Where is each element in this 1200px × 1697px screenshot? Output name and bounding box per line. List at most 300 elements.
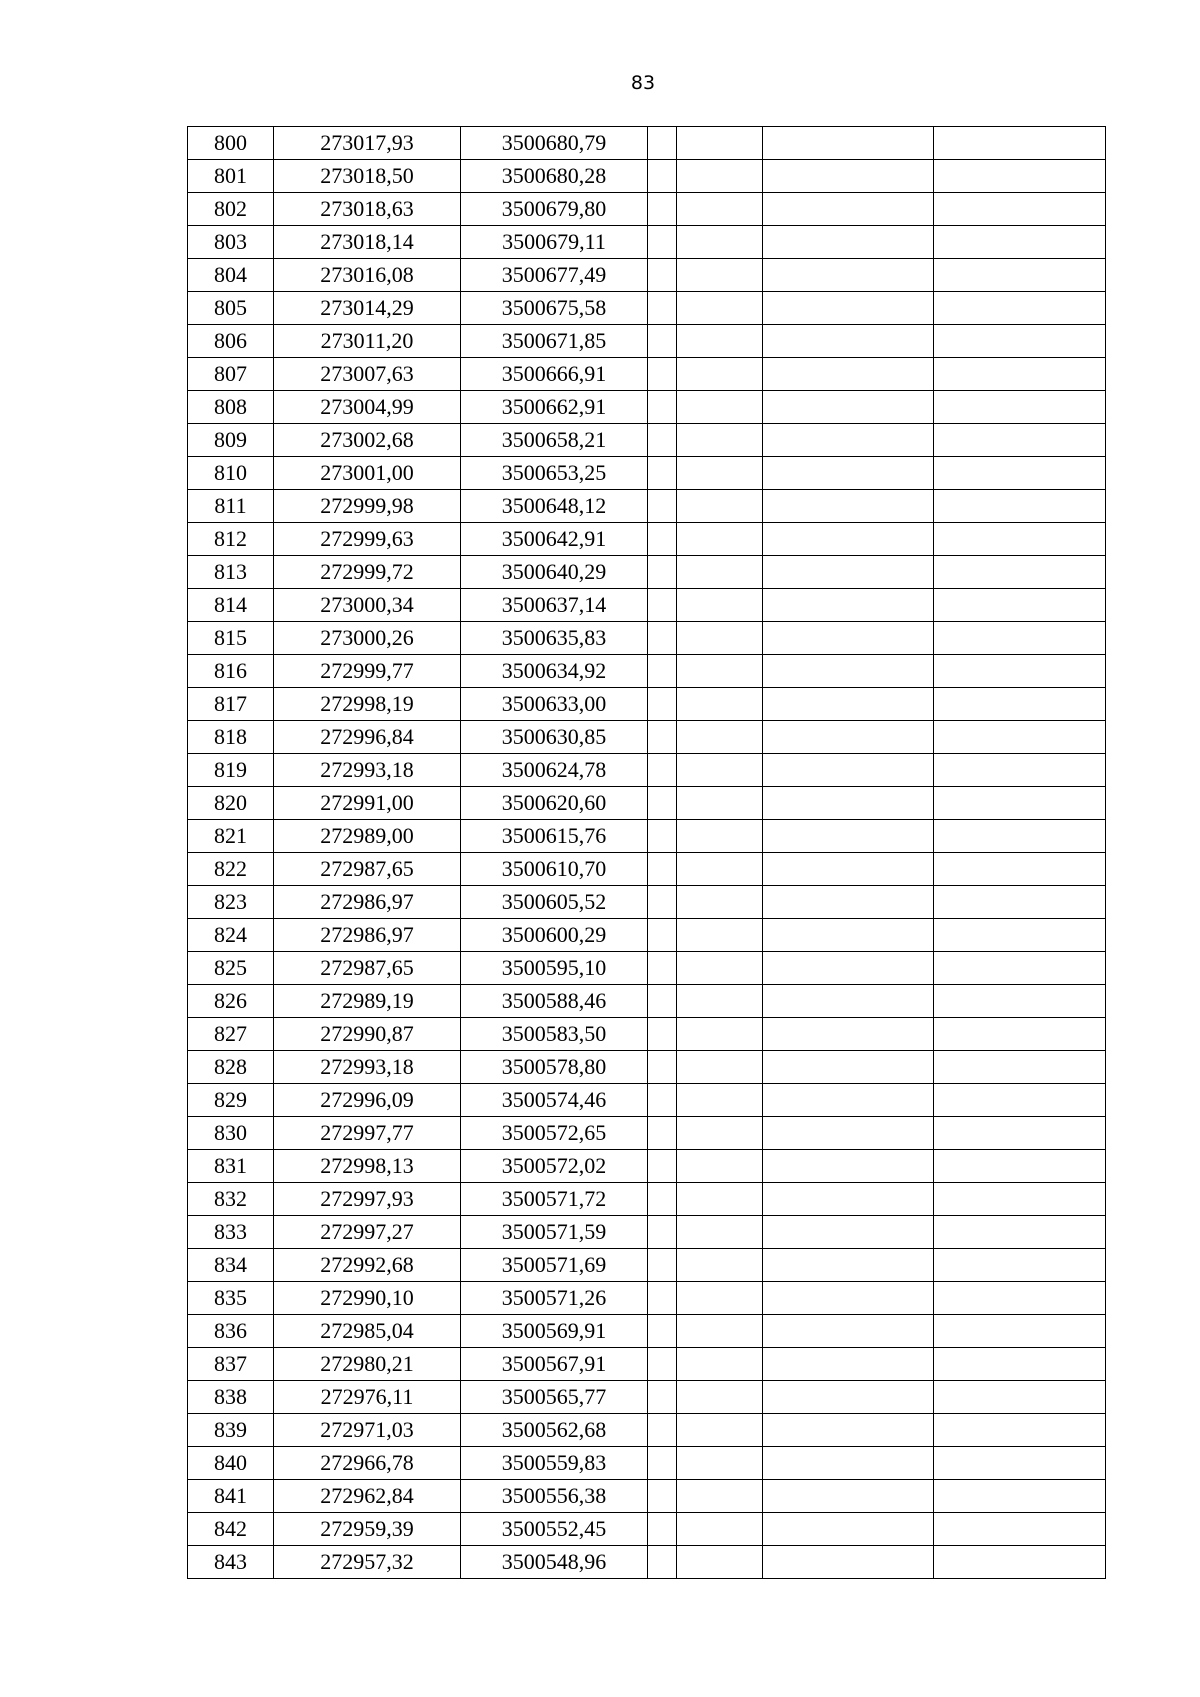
point-number-cell: 818 (188, 721, 274, 754)
point-number-cell: 819 (188, 754, 274, 787)
table-row (188, 1051, 1106, 1084)
point-number-cell: 816 (188, 655, 274, 688)
empty-cell (648, 457, 677, 490)
point-number-cell: 827 (188, 1018, 274, 1051)
x-coordinate-cell: 272999,63 (274, 523, 461, 556)
y-coordinate-cell: 3500610,70 (461, 853, 648, 886)
empty-cell (648, 853, 677, 886)
empty-cell (934, 1018, 1106, 1051)
point-number-cell: 822 (188, 853, 274, 886)
table-row (188, 325, 1106, 358)
empty-cell (934, 127, 1106, 160)
empty-cell (677, 1546, 763, 1579)
empty-cell (934, 787, 1106, 820)
empty-cell (763, 622, 934, 655)
x-coordinate-cell: 272986,97 (274, 886, 461, 919)
empty-cell (934, 226, 1106, 259)
empty-cell (677, 1084, 763, 1117)
empty-cell (763, 358, 934, 391)
empty-cell (648, 1447, 677, 1480)
empty-cell (763, 952, 934, 985)
point-number-cell: 831 (188, 1150, 274, 1183)
x-coordinate-cell: 272987,65 (274, 952, 461, 985)
empty-cell (677, 787, 763, 820)
x-coordinate-cell: 272957,32 (274, 1546, 461, 1579)
x-coordinate-cell: 272998,19 (274, 688, 461, 721)
y-coordinate-cell: 3500595,10 (461, 952, 648, 985)
table-row (188, 1546, 1106, 1579)
table-row (188, 1315, 1106, 1348)
empty-cell (677, 1480, 763, 1513)
x-coordinate-cell: 272986,97 (274, 919, 461, 952)
point-number-cell: 823 (188, 886, 274, 919)
table-row (188, 358, 1106, 391)
x-coordinate-cell: 272996,09 (274, 1084, 461, 1117)
empty-cell (763, 1414, 934, 1447)
point-number-cell: 810 (188, 457, 274, 490)
point-number-cell: 842 (188, 1513, 274, 1546)
empty-cell (934, 1051, 1106, 1084)
empty-cell (677, 1216, 763, 1249)
x-coordinate-cell: 273018,63 (274, 193, 461, 226)
point-number-cell: 830 (188, 1117, 274, 1150)
empty-cell (763, 886, 934, 919)
empty-cell (934, 985, 1106, 1018)
empty-cell (648, 1480, 677, 1513)
empty-cell (648, 1513, 677, 1546)
empty-cell (934, 919, 1106, 952)
empty-cell (763, 1447, 934, 1480)
empty-cell (763, 424, 934, 457)
empty-cell (677, 1513, 763, 1546)
empty-cell (677, 952, 763, 985)
point-number-cell: 824 (188, 919, 274, 952)
point-number-cell: 808 (188, 391, 274, 424)
point-number-cell: 834 (188, 1249, 274, 1282)
table-row (188, 655, 1106, 688)
empty-cell (677, 292, 763, 325)
x-coordinate-cell: 273017,93 (274, 127, 461, 160)
empty-cell (763, 457, 934, 490)
y-coordinate-cell: 3500600,29 (461, 919, 648, 952)
table-row (188, 688, 1106, 721)
x-coordinate-cell: 272959,39 (274, 1513, 461, 1546)
x-coordinate-cell: 272999,72 (274, 556, 461, 589)
y-coordinate-cell: 3500680,79 (461, 127, 648, 160)
table-row (188, 523, 1106, 556)
empty-cell (677, 556, 763, 589)
empty-cell (763, 754, 934, 787)
table-row (188, 1348, 1106, 1381)
x-coordinate-cell: 272976,11 (274, 1381, 461, 1414)
y-coordinate-cell: 3500569,91 (461, 1315, 648, 1348)
y-coordinate-cell: 3500572,02 (461, 1150, 648, 1183)
x-coordinate-cell: 272991,00 (274, 787, 461, 820)
table-row (188, 820, 1106, 853)
x-coordinate-cell: 272971,03 (274, 1414, 461, 1447)
empty-cell (677, 391, 763, 424)
empty-cell (763, 1183, 934, 1216)
empty-cell (677, 424, 763, 457)
empty-cell (763, 556, 934, 589)
x-coordinate-cell: 273000,34 (274, 589, 461, 622)
empty-cell (763, 490, 934, 523)
empty-cell (763, 160, 934, 193)
x-coordinate-cell: 272989,19 (274, 985, 461, 1018)
empty-cell (648, 1315, 677, 1348)
empty-cell (677, 523, 763, 556)
empty-cell (934, 688, 1106, 721)
empty-cell (763, 688, 934, 721)
empty-cell (648, 655, 677, 688)
y-coordinate-cell: 3500571,69 (461, 1249, 648, 1282)
point-number-cell: 807 (188, 358, 274, 391)
x-coordinate-cell: 272998,13 (274, 1150, 461, 1183)
empty-cell (763, 919, 934, 952)
point-number-cell: 825 (188, 952, 274, 985)
empty-cell (763, 1051, 934, 1084)
empty-cell (648, 1282, 677, 1315)
empty-cell (763, 127, 934, 160)
y-coordinate-cell: 3500605,52 (461, 886, 648, 919)
empty-cell (677, 1150, 763, 1183)
empty-cell (763, 1249, 934, 1282)
y-coordinate-cell: 3500634,92 (461, 655, 648, 688)
empty-cell (677, 325, 763, 358)
empty-cell (677, 754, 763, 787)
y-coordinate-cell: 3500642,91 (461, 523, 648, 556)
empty-cell (934, 1546, 1106, 1579)
empty-cell (648, 919, 677, 952)
empty-cell (648, 1018, 677, 1051)
y-coordinate-cell: 3500615,76 (461, 820, 648, 853)
x-coordinate-cell: 272999,98 (274, 490, 461, 523)
empty-cell (648, 556, 677, 589)
empty-cell (677, 1117, 763, 1150)
empty-cell (934, 490, 1106, 523)
table-row (188, 259, 1106, 292)
y-coordinate-cell: 3500556,38 (461, 1480, 648, 1513)
y-coordinate-cell: 3500637,14 (461, 589, 648, 622)
y-coordinate-cell: 3500588,46 (461, 985, 648, 1018)
point-number-cell: 841 (188, 1480, 274, 1513)
empty-cell (677, 919, 763, 952)
empty-cell (648, 193, 677, 226)
y-coordinate-cell: 3500630,85 (461, 721, 648, 754)
y-coordinate-cell: 3500624,78 (461, 754, 648, 787)
table-row (188, 1282, 1106, 1315)
empty-cell (677, 1414, 763, 1447)
table-row (188, 1249, 1106, 1282)
x-coordinate-cell: 272999,77 (274, 655, 461, 688)
table-row (188, 1150, 1106, 1183)
empty-cell (934, 1183, 1106, 1216)
empty-cell (934, 754, 1106, 787)
y-coordinate-cell: 3500677,49 (461, 259, 648, 292)
empty-cell (934, 655, 1106, 688)
x-coordinate-cell: 272997,77 (274, 1117, 461, 1150)
empty-cell (648, 127, 677, 160)
empty-cell (677, 1381, 763, 1414)
empty-cell (763, 325, 934, 358)
point-number-cell: 817 (188, 688, 274, 721)
empty-cell (648, 688, 677, 721)
empty-cell (934, 952, 1106, 985)
point-number-cell: 833 (188, 1216, 274, 1249)
table-row (188, 457, 1106, 490)
empty-cell (763, 193, 934, 226)
y-coordinate-cell: 3500675,58 (461, 292, 648, 325)
empty-cell (677, 1282, 763, 1315)
empty-cell (648, 424, 677, 457)
empty-cell (763, 1282, 934, 1315)
y-coordinate-cell: 3500565,77 (461, 1381, 648, 1414)
table-row (188, 391, 1106, 424)
empty-cell (648, 754, 677, 787)
point-number-cell: 828 (188, 1051, 274, 1084)
page-number: 83 (630, 72, 656, 94)
empty-cell (677, 160, 763, 193)
empty-cell (648, 1381, 677, 1414)
empty-cell (763, 523, 934, 556)
y-coordinate-cell: 3500567,91 (461, 1348, 648, 1381)
empty-cell (763, 1150, 934, 1183)
point-number-cell: 820 (188, 787, 274, 820)
empty-cell (648, 985, 677, 1018)
empty-cell (763, 853, 934, 886)
empty-cell (677, 622, 763, 655)
point-number-cell: 811 (188, 490, 274, 523)
empty-cell (648, 1414, 677, 1447)
table-body (188, 127, 1106, 1579)
empty-cell (934, 391, 1106, 424)
empty-cell (934, 160, 1106, 193)
empty-cell (648, 259, 677, 292)
y-coordinate-cell: 3500679,11 (461, 226, 648, 259)
empty-cell (677, 589, 763, 622)
empty-cell (677, 820, 763, 853)
table-row (188, 490, 1106, 523)
empty-cell (934, 1084, 1106, 1117)
empty-cell (648, 226, 677, 259)
empty-cell (934, 1249, 1106, 1282)
empty-cell (677, 358, 763, 391)
empty-cell (677, 1348, 763, 1381)
empty-cell (677, 1051, 763, 1084)
empty-cell (934, 622, 1106, 655)
empty-cell (677, 1183, 763, 1216)
table-row (188, 919, 1106, 952)
x-coordinate-cell: 273000,26 (274, 622, 461, 655)
x-coordinate-cell: 272996,84 (274, 721, 461, 754)
x-coordinate-cell: 272985,04 (274, 1315, 461, 1348)
y-coordinate-cell: 3500571,26 (461, 1282, 648, 1315)
empty-cell (763, 1117, 934, 1150)
empty-cell (677, 259, 763, 292)
empty-cell (763, 1084, 934, 1117)
empty-cell (763, 820, 934, 853)
empty-cell (677, 1315, 763, 1348)
empty-cell (934, 259, 1106, 292)
empty-cell (763, 655, 934, 688)
y-coordinate-cell: 3500662,91 (461, 391, 648, 424)
y-coordinate-cell: 3500653,25 (461, 457, 648, 490)
empty-cell (763, 1480, 934, 1513)
point-number-cell: 814 (188, 589, 274, 622)
empty-cell (934, 721, 1106, 754)
y-coordinate-cell: 3500574,46 (461, 1084, 648, 1117)
y-coordinate-cell: 3500548,96 (461, 1546, 648, 1579)
x-coordinate-cell: 273018,14 (274, 226, 461, 259)
point-number-cell: 802 (188, 193, 274, 226)
x-coordinate-cell: 273016,08 (274, 259, 461, 292)
point-number-cell: 804 (188, 259, 274, 292)
empty-cell (934, 1282, 1106, 1315)
empty-cell (934, 358, 1106, 391)
empty-cell (763, 391, 934, 424)
point-number-cell: 805 (188, 292, 274, 325)
empty-cell (648, 721, 677, 754)
empty-cell (648, 886, 677, 919)
table-row (188, 721, 1106, 754)
empty-cell (763, 1018, 934, 1051)
empty-cell (763, 1315, 934, 1348)
empty-cell (763, 721, 934, 754)
empty-cell (763, 1348, 934, 1381)
empty-cell (677, 721, 763, 754)
x-coordinate-cell: 273014,29 (274, 292, 461, 325)
empty-cell (934, 1513, 1106, 1546)
empty-cell (648, 1150, 677, 1183)
x-coordinate-cell: 272980,21 (274, 1348, 461, 1381)
x-coordinate-cell: 272966,78 (274, 1447, 461, 1480)
empty-cell (648, 391, 677, 424)
empty-cell (648, 325, 677, 358)
empty-cell (934, 820, 1106, 853)
table-row (188, 787, 1106, 820)
empty-cell (934, 589, 1106, 622)
point-number-cell: 832 (188, 1183, 274, 1216)
x-coordinate-cell: 273018,50 (274, 160, 461, 193)
empty-cell (648, 1216, 677, 1249)
table-row (188, 754, 1106, 787)
empty-cell (648, 292, 677, 325)
x-coordinate-cell: 273004,99 (274, 391, 461, 424)
table-row (188, 1216, 1106, 1249)
point-number-cell: 812 (188, 523, 274, 556)
empty-cell (763, 1216, 934, 1249)
empty-cell (934, 1315, 1106, 1348)
point-number-cell: 840 (188, 1447, 274, 1480)
y-coordinate-cell: 3500552,45 (461, 1513, 648, 1546)
empty-cell (677, 1447, 763, 1480)
empty-cell (648, 820, 677, 853)
point-number-cell: 826 (188, 985, 274, 1018)
y-coordinate-cell: 3500658,21 (461, 424, 648, 457)
x-coordinate-cell: 273002,68 (274, 424, 461, 457)
x-coordinate-cell: 272989,00 (274, 820, 461, 853)
y-coordinate-cell: 3500559,83 (461, 1447, 648, 1480)
y-coordinate-cell: 3500680,28 (461, 160, 648, 193)
empty-cell (677, 193, 763, 226)
x-coordinate-cell: 272997,93 (274, 1183, 461, 1216)
table-row (188, 226, 1106, 259)
point-number-cell: 843 (188, 1546, 274, 1579)
table-row (188, 622, 1106, 655)
y-coordinate-cell: 3500648,12 (461, 490, 648, 523)
empty-cell (934, 457, 1106, 490)
empty-cell (934, 1447, 1106, 1480)
point-number-cell: 838 (188, 1381, 274, 1414)
y-coordinate-cell: 3500666,91 (461, 358, 648, 391)
table-row (188, 1084, 1106, 1117)
point-number-cell: 809 (188, 424, 274, 457)
y-coordinate-cell: 3500620,60 (461, 787, 648, 820)
empty-cell (934, 853, 1106, 886)
table-row (188, 589, 1106, 622)
point-number-cell: 800 (188, 127, 274, 160)
table-row (188, 1381, 1106, 1414)
table-row (188, 556, 1106, 589)
empty-cell (648, 589, 677, 622)
table-row (188, 1513, 1106, 1546)
x-coordinate-cell: 272990,87 (274, 1018, 461, 1051)
empty-cell (934, 556, 1106, 589)
table-row (188, 853, 1106, 886)
y-coordinate-cell: 3500571,72 (461, 1183, 648, 1216)
table-row (188, 127, 1106, 160)
empty-cell (648, 1051, 677, 1084)
x-coordinate-cell: 272962,84 (274, 1480, 461, 1513)
empty-cell (763, 226, 934, 259)
point-number-cell: 835 (188, 1282, 274, 1315)
empty-cell (648, 787, 677, 820)
empty-cell (934, 292, 1106, 325)
point-number-cell: 829 (188, 1084, 274, 1117)
empty-cell (677, 985, 763, 1018)
empty-cell (934, 1348, 1106, 1381)
point-number-cell: 813 (188, 556, 274, 589)
x-coordinate-cell: 273007,63 (274, 358, 461, 391)
empty-cell (677, 226, 763, 259)
table-row (188, 1414, 1106, 1447)
empty-cell (934, 1480, 1106, 1513)
empty-cell (934, 1381, 1106, 1414)
empty-cell (934, 325, 1106, 358)
point-number-cell: 801 (188, 160, 274, 193)
empty-cell (677, 688, 763, 721)
table-row (188, 985, 1106, 1018)
x-coordinate-cell: 272993,18 (274, 1051, 461, 1084)
empty-cell (934, 193, 1106, 226)
empty-cell (648, 358, 677, 391)
x-coordinate-cell: 272993,18 (274, 754, 461, 787)
empty-cell (763, 1513, 934, 1546)
y-coordinate-cell: 3500679,80 (461, 193, 648, 226)
empty-cell (677, 1249, 763, 1282)
empty-cell (677, 853, 763, 886)
table-row (188, 1183, 1106, 1216)
empty-cell (648, 490, 677, 523)
x-coordinate-cell: 272992,68 (274, 1249, 461, 1282)
empty-cell (934, 1150, 1106, 1183)
empty-cell (934, 1117, 1106, 1150)
table-row (188, 1447, 1106, 1480)
y-coordinate-cell: 3500640,29 (461, 556, 648, 589)
empty-cell (763, 985, 934, 1018)
point-number-cell: 815 (188, 622, 274, 655)
x-coordinate-cell: 272990,10 (274, 1282, 461, 1315)
